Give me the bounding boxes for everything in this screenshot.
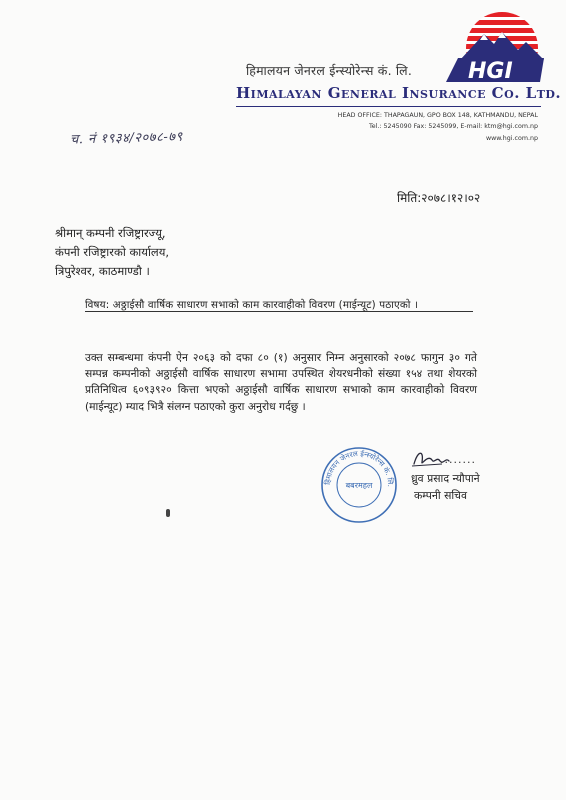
logo-text: HGI (468, 59, 513, 84)
website: www.hgi.com.np (485, 135, 538, 142)
head-office-address: HEAD OFFICE: THAPAGAUN, GPO BOX 148, KATHMANDU, NEPAL (337, 112, 538, 119)
letter-date: मिति:२०७८।१२।०२ (397, 191, 481, 205)
signature-dots: ........ (440, 453, 476, 466)
letter-body: उक्त सम्बन्धमा कंपनी ऐन २०६३ को दफा ८० (१) अनुसार निम्न अनुसारको २०७८ फागुन ३० गते सम्पन्न कम्पनीको अठ्ठाईसौ वार्षिक साधारण सभामा उपस्थित शेयरधनीको संख्या १५४ तथा शेयरको प्रतिनिधित्व ६०९३९२० कित्ता भएको अठ्ठाईसौ वार्षिक साधारण सभाको काम कारवाहीको विवरण (माईन्यूट) म्याद भित्रै संलग्न पठाएको कुरा अनुरोध गर्दछु । (85, 351, 477, 413)
signatory-title: कम्पनी सचिव (414, 489, 468, 502)
contact-info: Tel.: 5245090 Fax: 5245099, E-mail: ktm@hgi.com.np (369, 123, 538, 130)
company-name-english: Himalayan General Insurance Co. Ltd. (236, 84, 562, 102)
addressee-line: श्रीमान् कम्पनी रजिष्ट्रारज्यू, (55, 226, 166, 240)
reference-number: च. नं १९३४/२०७८-७९ (69, 129, 183, 148)
header-divider (236, 106, 541, 107)
company-name-nepali: हिमालयन जेनरल ईन्स्योरेन्स कं. लि. (246, 63, 413, 78)
seal-ring-text: हिमालयन जेनरल ईन्स्योरेन्स कं. लि. (322, 448, 396, 488)
company-seal (320, 446, 398, 524)
hgi-logo (440, 10, 546, 86)
addressee-line: कंपनी रजिष्ट्रारको कार्यालय, (55, 245, 170, 259)
signatory-name: ध्रुव प्रसाद न्यौपाने (411, 472, 480, 485)
addressee-line: त्रिपुरेश्वर, काठमाण्डौ । (55, 264, 150, 278)
letter-subject: विषय: अठ्ठाईसौ वार्षिक साधारण सभाको काम कारवाहीको विवरण (माईन्यूट) पठाएको । (85, 298, 473, 312)
seal-center-text: बबरमहल (345, 481, 373, 490)
ink-mark (166, 509, 170, 517)
addressee-block (55, 224, 169, 281)
